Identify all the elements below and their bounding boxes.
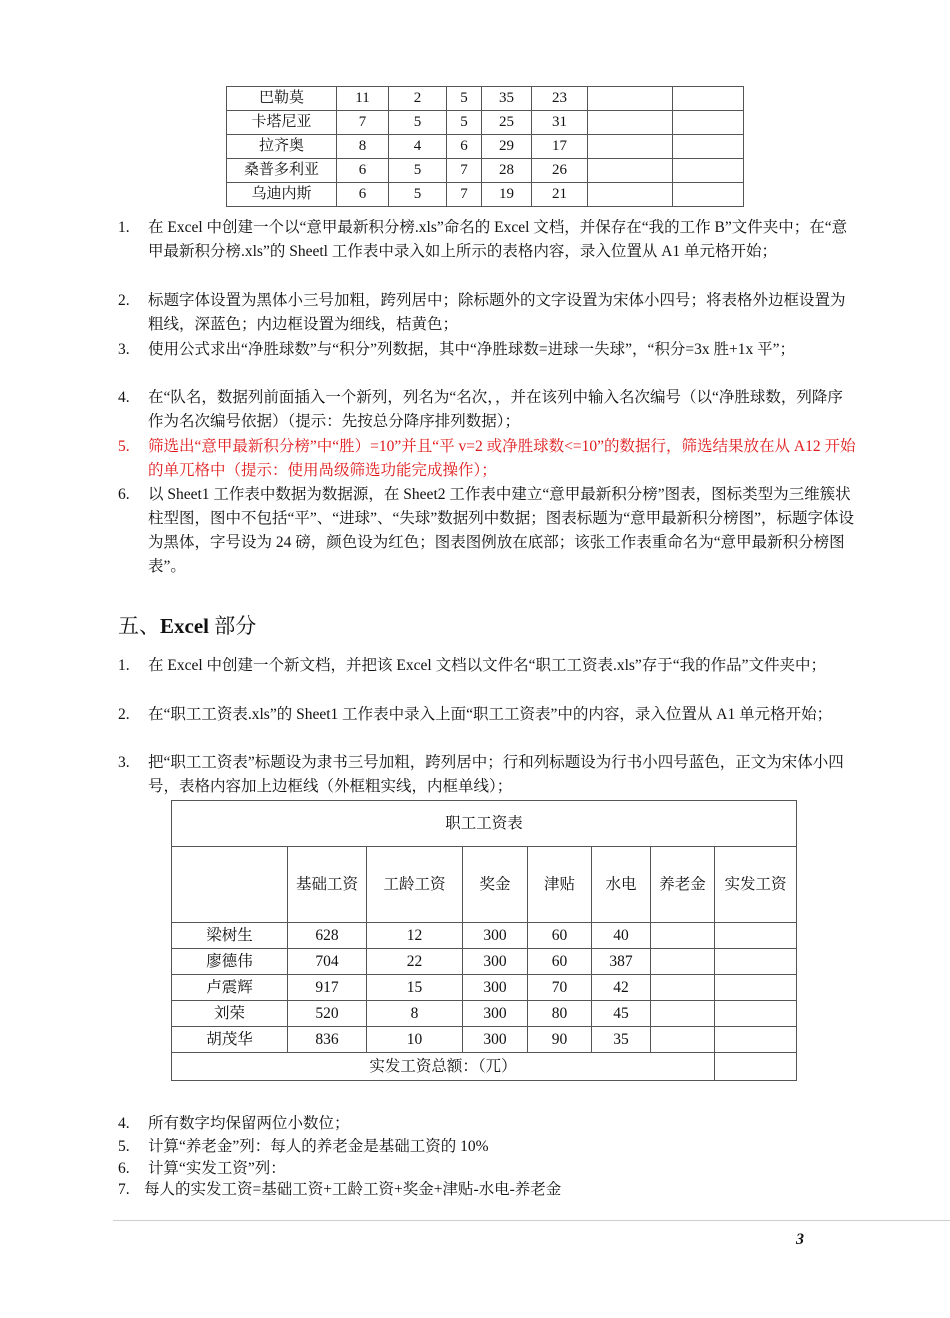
league-value-cell bbox=[588, 87, 673, 111]
salary-table-row bbox=[172, 923, 797, 949]
league-table-row bbox=[227, 135, 744, 159]
league-value-cell: 7 bbox=[337, 111, 389, 135]
league-value-cell: 5 bbox=[389, 159, 447, 183]
task-number: 2. bbox=[118, 292, 130, 309]
salary-column-header: 工龄工资 bbox=[367, 847, 463, 923]
salary-column-header: 水电 bbox=[592, 847, 651, 923]
league-value-cell: 6 bbox=[337, 183, 389, 207]
league-value-cell: 19 bbox=[482, 183, 532, 207]
league-value-cell bbox=[588, 111, 673, 135]
salary-table-row bbox=[172, 975, 797, 1001]
salary-value-cell bbox=[651, 975, 715, 1001]
task-text: 在 Excel 中创建一个以“意甲最新积分榜.xls”命名的 Excel 文档，并保存在“我的工作 B”文件夹中；在“意甲最新积分榜.xls”的 Sheetl 工作表中录入如上所示的表格内容，录入位置从 A1 单元格开始； bbox=[148, 219, 848, 260]
team-name-cell: 桑普多利亚 bbox=[227, 159, 337, 183]
salary-column-header: 基础工资 bbox=[288, 847, 367, 923]
league-value-cell: 5 bbox=[389, 111, 447, 135]
league-value-cell: 31 bbox=[532, 111, 588, 135]
task-number: 1. bbox=[118, 657, 130, 674]
salary-value-cell: 628 bbox=[288, 923, 367, 949]
salary-value-cell: 80 bbox=[528, 1001, 592, 1027]
league-value-cell: 2 bbox=[389, 87, 447, 111]
salary-value-cell: 300 bbox=[463, 949, 528, 975]
league-table-row bbox=[227, 159, 744, 183]
task-text: 计算“实发工资”列： bbox=[148, 1160, 286, 1177]
league-value-cell bbox=[673, 111, 744, 135]
league-value-cell: 7 bbox=[447, 183, 482, 207]
salary-value-cell bbox=[651, 949, 715, 975]
salary-value-cell: 704 bbox=[288, 949, 367, 975]
task-text: 在“职工工资表.xls”的 Sheet1 工作表中录入上面“职工工资表”中的内容，录入位置从 A1 单元格开始； bbox=[148, 706, 833, 723]
league-value-cell: 8 bbox=[337, 135, 389, 159]
league-value-cell: 28 bbox=[482, 159, 532, 183]
task-number: 7. bbox=[118, 1181, 130, 1198]
section-title-suffix: 部分 bbox=[208, 614, 257, 638]
league-value-cell bbox=[673, 87, 744, 111]
league-table bbox=[226, 86, 744, 207]
league-value-cell bbox=[673, 159, 744, 183]
salary-value-cell: 12 bbox=[367, 923, 463, 949]
league-value-cell: 35 bbox=[482, 87, 532, 111]
employee-name-cell: 廖德伟 bbox=[172, 949, 288, 975]
salary-value-cell bbox=[651, 1027, 715, 1053]
task-text: 筛选出“意甲最新积分榜”中“胜）=10”并且“平 v=2 或净胜球数<=10”的数据行，筛选结果放在从 A12 开始的单兀格中（提示：使用咼级筛选功能完成操作）； bbox=[148, 438, 856, 479]
section-title-prefix: 五、 bbox=[118, 614, 160, 638]
page-number: 3 bbox=[796, 1231, 804, 1248]
task-number: 6. bbox=[118, 486, 130, 503]
salary-column-header: 养老金 bbox=[651, 847, 715, 923]
salary-value-cell bbox=[715, 949, 797, 975]
salary-value-cell: 8 bbox=[367, 1001, 463, 1027]
salary-column-header: 实发工资 bbox=[715, 847, 797, 923]
league-value-cell: 25 bbox=[482, 111, 532, 135]
league-table-row bbox=[227, 183, 744, 207]
salary-value-cell bbox=[651, 923, 715, 949]
task-number: 6. bbox=[118, 1160, 130, 1177]
league-table-row bbox=[227, 87, 744, 111]
salary-value-cell bbox=[715, 923, 797, 949]
salary-value-cell: 35 bbox=[592, 1027, 651, 1053]
salary-value-cell: 300 bbox=[463, 1027, 528, 1053]
salary-value-cell bbox=[715, 1027, 797, 1053]
section-title bbox=[118, 612, 256, 640]
league-value-cell: 4 bbox=[389, 135, 447, 159]
league-value-cell: 5 bbox=[447, 87, 482, 111]
salary-value-cell: 10 bbox=[367, 1027, 463, 1053]
salary-value-cell: 45 bbox=[592, 1001, 651, 1027]
salary-column-header bbox=[172, 847, 288, 923]
salary-value-cell bbox=[651, 1001, 715, 1027]
salary-value-cell: 22 bbox=[367, 949, 463, 975]
salary-value-cell: 40 bbox=[592, 923, 651, 949]
task-text: 在 Excel 中创建一个新文档，并把该 Excel 文档以文件名“职工工资表.xls”存于“我的作品”文件夹中； bbox=[148, 657, 827, 674]
task-number: 5. bbox=[118, 1138, 130, 1155]
salary-value-cell: 300 bbox=[463, 975, 528, 1001]
salary-value-cell: 90 bbox=[528, 1027, 592, 1053]
salary-value-cell: 300 bbox=[463, 1001, 528, 1027]
task-number: 3. bbox=[118, 341, 130, 358]
team-name-cell: 乌迪内斯 bbox=[227, 183, 337, 207]
league-value-cell: 17 bbox=[532, 135, 588, 159]
salary-value-cell: 70 bbox=[528, 975, 592, 1001]
salary-value-cell: 917 bbox=[288, 975, 367, 1001]
salary-value-cell: 300 bbox=[463, 923, 528, 949]
league-value-cell: 6 bbox=[447, 135, 482, 159]
task-number: 4. bbox=[118, 389, 130, 406]
league-value-cell: 21 bbox=[532, 183, 588, 207]
league-value-cell bbox=[673, 135, 744, 159]
league-value-cell: 29 bbox=[482, 135, 532, 159]
salary-value-cell bbox=[715, 1001, 797, 1027]
total-salary-label: 实发工资总额：（兀） bbox=[172, 1053, 715, 1081]
salary-table-row bbox=[172, 1027, 797, 1053]
league-value-cell: 5 bbox=[389, 183, 447, 207]
salary-table-row bbox=[172, 1001, 797, 1027]
task-text: 每人的实发工资=基础工资+工龄工资+奖金+津贴-水电-养老金 bbox=[144, 1181, 562, 1198]
footer-divider bbox=[113, 1220, 950, 1221]
league-value-cell: 26 bbox=[532, 159, 588, 183]
task-text: 所有数字均保留两位小数位； bbox=[148, 1115, 350, 1132]
league-value-cell: 6 bbox=[337, 159, 389, 183]
league-value-cell bbox=[588, 159, 673, 183]
team-name-cell: 拉齐奥 bbox=[227, 135, 337, 159]
league-value-cell bbox=[588, 183, 673, 207]
team-name-cell: 卡塔尼亚 bbox=[227, 111, 337, 135]
league-value-cell: 23 bbox=[532, 87, 588, 111]
salary-value-cell: 42 bbox=[592, 975, 651, 1001]
salary-table-row bbox=[172, 949, 797, 975]
task-text: 标题字体设置为黑体小三号加粗，跨列居中；除标题外的文字设置为宋体小四号；将表格外边框设置为粗线，深蓝色；内边框设置为细线，桔黄色； bbox=[148, 292, 846, 333]
salary-value-cell: 60 bbox=[528, 949, 592, 975]
league-value-cell: 11 bbox=[337, 87, 389, 111]
task-text: 使用公式求出“净胜球数”与“积分”列数据，其中“净胜球数=进球一失球”，“积分=3x 胜+1x 平”； bbox=[148, 341, 796, 358]
salary-value-cell bbox=[715, 975, 797, 1001]
employee-name-cell: 胡茂华 bbox=[172, 1027, 288, 1053]
task-number: 4. bbox=[118, 1115, 130, 1132]
task-number: 3. bbox=[118, 754, 130, 771]
salary-value-cell: 15 bbox=[367, 975, 463, 1001]
section-title-bold: Excel bbox=[160, 614, 209, 638]
salary-column-header: 津贴 bbox=[528, 847, 592, 923]
task-text: 以 Sheet1 工作表中数据为数据源，在 Sheet2 工作表中建立“意甲最新积分榜”图表，图标类型为三维簇状柱型图，图中不包括“平”、“进球”、“失球”数据列中数据；图表标题为“意甲最新积分榜图”，标题字体设为黑体，字号设为 24 磅，颜色设为红色；图表图例放在底部；该张工作表重命名为“意甲最新积分榜图表”。 bbox=[148, 486, 855, 575]
employee-name-cell: 梁树生 bbox=[172, 923, 288, 949]
team-name-cell: 巴勒莫 bbox=[227, 87, 337, 111]
league-value-cell bbox=[588, 135, 673, 159]
league-table-row bbox=[227, 111, 744, 135]
salary-value-cell: 60 bbox=[528, 923, 592, 949]
task-number: 2. bbox=[118, 706, 130, 723]
employee-name-cell: 卢震辉 bbox=[172, 975, 288, 1001]
task-text: 在“队名，数据列前面插入一个新列，列名为“名次，，并在该列中输入名次编号（以“净胜球数，列降序作为名次编号依据）（提示：先按总分降序排列数据）； bbox=[148, 389, 843, 430]
league-value-cell: 7 bbox=[447, 159, 482, 183]
total-salary-value bbox=[715, 1053, 797, 1081]
salary-table-title: 职工工资表 bbox=[172, 801, 797, 847]
task-text: 计算“养老金”列：每人的养老金是基础工资的 10% bbox=[148, 1138, 489, 1155]
league-value-cell: 5 bbox=[447, 111, 482, 135]
salary-table bbox=[171, 800, 797, 1081]
task-number: 1. bbox=[118, 219, 130, 236]
salary-column-header: 奖金 bbox=[463, 847, 528, 923]
league-value-cell bbox=[673, 183, 744, 207]
salary-value-cell: 387 bbox=[592, 949, 651, 975]
task-number: 5. bbox=[118, 438, 130, 455]
employee-name-cell: 刘荣 bbox=[172, 1001, 288, 1027]
task-text: 把“职工工资表”标题设为隶书三号加粗，跨列居中；行和列标题设为行书小四号蓝色，正文为宋体小四号，表格内容加上边框线（外框粗实线，内框单线）； bbox=[148, 754, 844, 795]
salary-value-cell: 836 bbox=[288, 1027, 367, 1053]
salary-value-cell: 520 bbox=[288, 1001, 367, 1027]
